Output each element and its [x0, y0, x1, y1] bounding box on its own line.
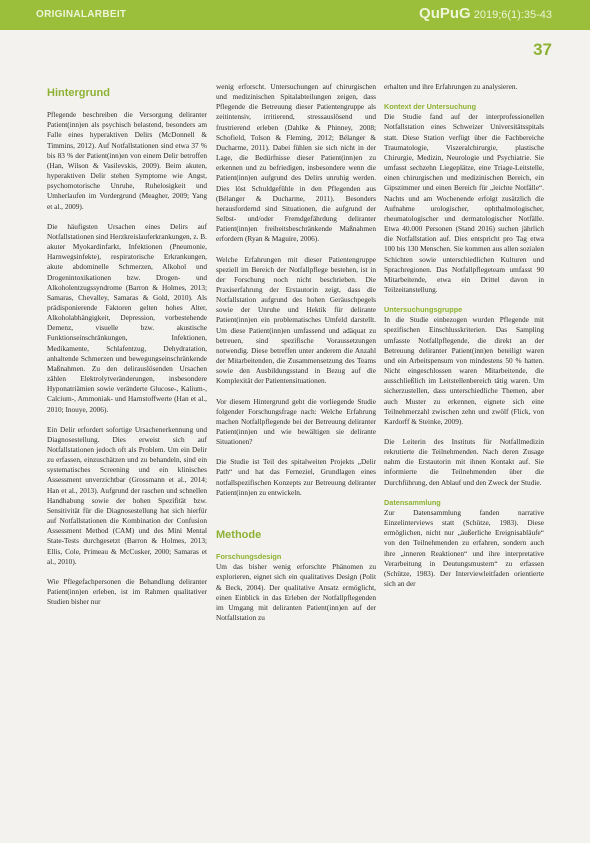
paragraph: Ein Delir erfordert sofortige Ursachenerkennung und Diagnosestellung. Dies erweist sich auf Notfallstationen jedoch oft als Problem. Um ein Delir zu erfassen, einzuschätzen und zu behandeln, sind ein systematisches Screening und ein klinisches Assessment unverzichtbar (Grossmann et al., 2014; Han et al., 2013). Aufgrund der raschen und schnellen Handhabung sowie der hohen Spezifität bzw. Sensitivität für die Diagnosestellung hat sich hierfür auf Notfallstationen die Kombination der Confusion Assessment Method (CAM) und des Mini Mental State-Tests durchgesetzt (Barron & Holmes, 2013; Ellis, Cole, Primeau & McCusker, 2000; Samaras et al., 2010).	[47, 424, 207, 566]
column-3	[384, 82, 544, 599]
heading-background: Hintergrund	[47, 87, 110, 99]
paragraph: Die häufigsten Ursachen eines Delirs auf Notfallstationen sind Herzkreislauferkrankungen, z. B. akuter Myokardinfarkt, Infektionen (Pneumonie, Harnwegsinfekte), respiratorische Erkrankungen, akute abdominelle Schmerzen, Alkohol und Drogenintoxikationen bzw. Drogen- und Alkoholentzugssyndrome (Barron & Holmes, 2013; Samaras, Chevalley, Samaras & Gold, 2010). Als prädisponierende Faktoren gelten hohes Alter, Alkoholabhängigkeit, Depression, vorbestehende Demenz, visuelle bzw. akustische Funktionseinschränkungen, Infektionen, Medikamente, Schlafentzug, Dehydratation, anhaltende Schmerzen und bewegungseinschränkende Maßnahmen. Zu den delirauslösenden Ursachen zählen Elektrolytveränderungen, insbesondere Hyponatriämien sowie veränderte Glucose-, Kalium-, Calcium-, Ammoniak- und Harnstoffwerte (Han et al., 2010; Inouye, 2006).	[47, 221, 207, 414]
paragraph: Wie Pflegefachpersonen die Behandlung deliranter Patient(inn)en erleben, ist im Rahmen qualitativer Studien bisher nur	[47, 576, 207, 607]
paragraph: Die Studie fand auf der interprofessionellen Notfallstation eines Schweizer Universitätsspitals statt. Diese Station verfügt über die Fachbereiche Traumatologie, Viszeralchirurgie, plastische Chirurgie, Medizin, Neurologie und Psychiatrie. Sie umfasst sechzehn Liegeplätze, eine Triage-Leitstelle, einen chirurgischen und medizinischen Bereich, ein Gipszimmer und einen Bereich für „leichte Notfälle“. Nachts und am Wochenende erfolgt zusätzlich die Aufnahme urologischer, ophthalmologischer, rheumatologischer und dermatologischer Notfälle. Etwa 40.000 Personen (Stand 2016) suchen jährlich die Notfallstation auf. Dies entspricht pro Tag etwa 100 bis 130 Menschen. Sie kommen aus allen sozialen Schichten sowie unterschiedlichen Kulturen und Sprachregionen. Das Notfallpflegeteam umfasst 90 Mitarbeitende, etwa ein Drittel davon in Teilzeitanstellung.	[384, 112, 544, 294]
subheading-design: Forschungsdesign	[216, 552, 282, 562]
paragraph: Um das bisher wenig erforschte Phänomen zu explorieren, eignet sich ein qualitatives Design (Polit & Beck, 2004). Der qualitative Ansatz ermöglicht, einen Einblick in das Erleben der Notfallpflegenden im Umgang mit deliranten Patient(inn)en auf der Notfallstation zu	[216, 562, 376, 623]
subheading-data-collection: Datensammlung	[384, 497, 441, 507]
section-label: ORIGINALARBEIT	[36, 9, 127, 20]
paragraph: Vor diesem Hintergrund geht die vorliegende Studie folgender Forschungsfrage nach: Welche Erfahrung machen Notfallpflegende bei der Betreuung deliranter Patient(inn)en und wie bewältigen sie delirante Situationen?	[216, 396, 376, 447]
heading-methods: Methode	[216, 528, 262, 541]
journal-header-bar	[0, 0, 590, 30]
paragraph: Pflegende beschreiben die Versorgung deliranter Patient(inn)en als psychisch belastend, besonders am Falle eines hyperaktiven Delirs (McDonnell & Timmins, 2012). Auf Notfallstationen sind etwa 37 % bis 83 % der Patient(inn)en von einem Delir betroffen (Han, Wilson & Vasilevskis, 2009). Beim akuten, hyperaktiven Delir stehen Symptome wie Angst, psychomotorische Unruhe, Ruhelosigkeit und Umherlaufen im Vordergrund (Meagher, 2009; Yang et al., 2009).	[47, 110, 207, 211]
paragraph: Die Leiterin des Instituts für Notfallmedizin rekrutierte die Teilnehmenden. Nach deren Zusage nahm die Erstautorin mit ihnen Kontakt auf. Sie informierte die Teilnehmenden über die Durchführung, den Ablauf und den Zweck der Studie.	[384, 437, 544, 487]
paragraph: Die Studie ist Teil des spitalweiten Projekts „Delir Path“ und hat das Ferneziel, Grundlagen eines notfallspezifischen Konzepts zur Betreuung deliranter Patient(inn)en zu entwickeln.	[216, 457, 376, 497]
journal-citation: 2019;6(1):35-43	[473, 9, 552, 21]
subheading-context: Kontext der Untersuchung	[384, 102, 477, 112]
paragraph: erhalten und ihre Erfahrungen zu analysieren.	[384, 82, 518, 91]
paragraph: Zur Datensammlung fanden narrative Einzelinterviews statt (Schütze, 1983). Diese ermöglichen, nicht nur „äußerliche Ereignisabläufe“ von den Teilnehmenden zu erfahren, sondern auch ihre „inneren Reaktionen“ und ihre interpretative Verarbeitung in Deutungsmustern“ zu erfassen (Schütze, 1983). Der Interviewleitfaden orientierte sich an der	[384, 507, 544, 589]
column-2	[216, 82, 376, 633]
section-gap	[216, 508, 376, 524]
subheading-participants: Untersuchungsgruppe	[384, 305, 463, 315]
page-number: 37	[533, 40, 552, 59]
paragraph: Welche Erfahrungen mit dieser Patientengruppe speziell im Bereich der Notfallpflege bestehen, ist in der Forschung noch nicht beschrieben. Die Praxiserfahrung der Erstautorin zeigt, dass die Notfallstation aufgrund des hohen Geräuschpegels sowie der Unruhe und Hektik für delirante Patient(inn)en ein problematisches Umfeld darstellt. Um diese Patient(inn)en umfassend und adäquat zu betreuen, sind spezifische Voraussetzungen notwendig. Diese betreffen unter anderem die Anzahl der Mitarbeitenden, die Zusammensetzung des Teams sowie den Ausbildungsstand in Bezug auf die Komplexität der Patientensituationen.	[216, 254, 376, 386]
paragraph: wenig erforscht. Untersuchungen auf chirurgischen und medizinischen Spitalabteilungen zeigen, dass Pflegende die Betreuung dieser Patientengruppe als zeitintensiv, irritierend, stressauslösend und frustrierend erleben (Dahlke & Phinney, 2008; Schofield, Tolson & Fleming, 2012; Bélanger & Ducharme, 2011). Dabei fühlen sie sich nicht in der Lage, die Bedürfnisse dieser Patient(inn)en zu erkennen und zu befriedigen, insbesondere wenn die Patient(inn)en aufgrund des Delirs unruhig werden. Dies löst Schuldgefühle in den Pflegenden aus (Bélanger & Ducharme, 2011). Besonders herausfordernd sind Situationen, die aufgrund der Selbst- und/oder Fremdgefährdung deliranter Patient(inn)en freiheitsbeschränkende Maßnahmen erfordern (Ryan & Maguire, 2006).	[216, 82, 376, 244]
journal-name: QuPuG	[419, 5, 471, 22]
journal-title	[419, 5, 552, 22]
column-1	[47, 82, 207, 617]
paragraph: In die Studie einbezogen wurden Pflegende mit spezifischen Einschlusskriterien. Das Sampling umfasste Notfallpflegende, die direkt an der Betreuung deliranter Patient(inn)en beteiligt waren und ein Arbeitspensum von mindestens 50 % hatten. Nicht eingeschlossen waren Mitarbeitende, die ausschließlich im Leitstellenbereich tätig waren. Um sicherzustellen, dass unterschiedliche Themen, aber auch Muster zu erkennen, eignete sich eine Teilnehmerzahl zwischen zehn und zwölf (Flick, von Kardorff & Steinke, 2009).	[384, 315, 544, 426]
